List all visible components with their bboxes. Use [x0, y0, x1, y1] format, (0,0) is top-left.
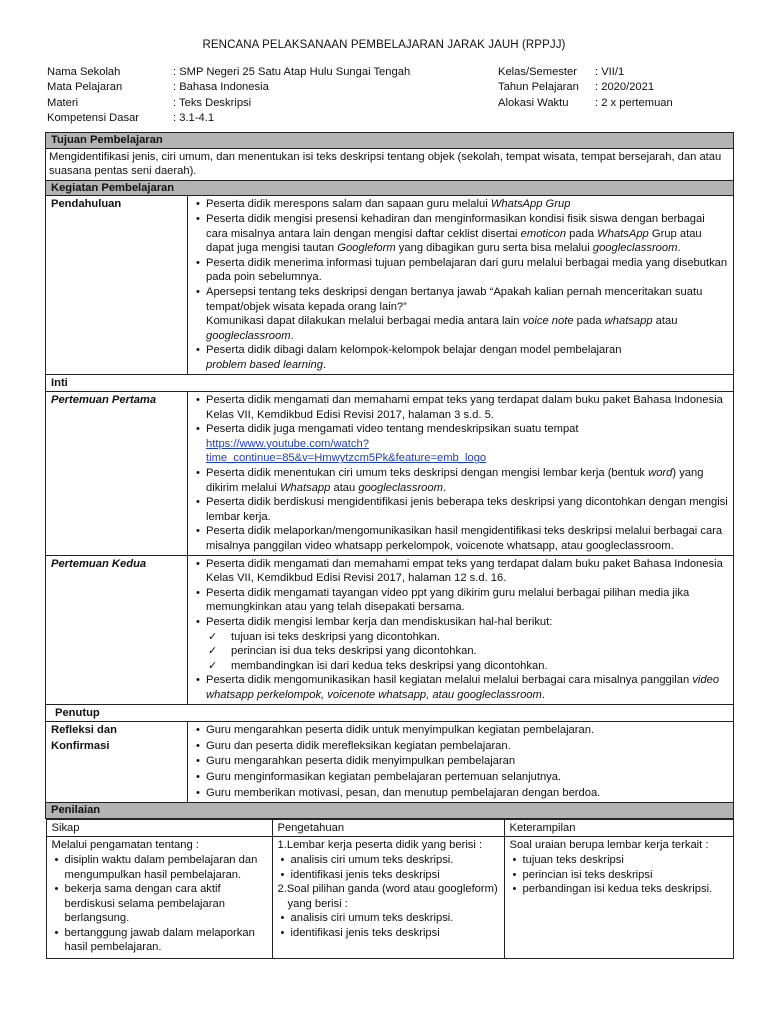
numbered-item	[278, 882, 500, 911]
meta-row	[47, 111, 747, 126]
refleksi-label-line2: Konfirmasi	[51, 739, 110, 752]
list-item	[206, 557, 729, 586]
penilaian-row	[46, 818, 734, 959]
numbered-item	[278, 838, 500, 853]
item-number: 1.	[277, 839, 287, 852]
text-run: Peserta didik mengisi presensi kehadiran dan menginformasikan kondisi fisik siswa dengan berbagai cara misalnya antara lain dengan mengisi daftar ceklist disertai	[206, 212, 705, 240]
keterampilan-cell	[504, 837, 733, 959]
keterampilan-list	[510, 853, 729, 897]
text-run: Peserta didik mengisi lembar kerja dan mendiskusikan hal-hal berikut:	[206, 616, 553, 628]
text-run: .	[290, 329, 294, 342]
list-item: • bertanggung jawab dalam melaporkan hasil pembelajaran.	[65, 926, 268, 955]
text-run: Peserta didik mengamati dan memahami empat teks yang terdapat dalam buku paket Bahasa Indonesia Kelas VII, Kemdikbud Edisi Revisi 2017, halaman 3 s.d. 5.	[206, 394, 723, 421]
checklist-item	[208, 630, 729, 645]
text-run: Peserta didik dibagi dalam kelompok-kelompok belajar dengan model pembelajaran	[206, 344, 622, 357]
italic-text: googleclassroom	[358, 481, 443, 494]
text-run: atau	[652, 315, 678, 328]
pertemuan-pertama-label: Pertemuan Pertama	[46, 392, 188, 556]
section-header-row	[46, 133, 734, 149]
text-run: Peserta didik mengomunikasikan hasil kegiatan melalui melalui berbagai cara misalnya panggilan	[206, 674, 693, 687]
column-header-keterampilan: Keterampilan	[504, 819, 733, 837]
italic-text: WhatsApp	[597, 227, 649, 240]
pertemuan-kedua-row	[46, 555, 734, 704]
pengetahuan-cell	[272, 837, 504, 959]
text-run: Peserta didik mengamati dan memahami empat teks yang terdapat dalam buku paket Bahasa Indonesia Kelas VII, Kemdikbud Edisi Revisi 2017, halaman 12 s.d. 16.	[206, 557, 723, 585]
keterampilan-intro: Soal uraian berupa lembar kerja terkait :	[509, 839, 709, 852]
checklist-text: tujuan isi teks deskripsi yang dicontohkan.	[231, 630, 440, 643]
pengetahuan-group	[278, 838, 500, 882]
meta-value-year: : 2020/2021	[595, 81, 655, 94]
list-item	[206, 393, 729, 422]
item-text: Lembar kerja peserta didik yang berisi :	[286, 839, 483, 852]
meta-value-material: : Teks Deskripsi	[173, 96, 252, 109]
section-header-row	[46, 803, 734, 819]
tujuan-row	[46, 148, 734, 180]
section-heading-kegiatan: Kegiatan Pembelajaran	[46, 180, 734, 196]
meta-label-school: Nama Sekolah	[47, 66, 121, 78]
list-item: • analisis ciri umum teks deskripsi.	[291, 911, 500, 926]
text-run: Peserta didik menerima informasi tujuan pembelajaran dari guru melalui berbagai media yang disebutkan pada poin sebelumnya.	[206, 256, 728, 284]
refleksi-label-line1: Refleksi dan	[51, 724, 117, 737]
meta-value-competency: : 3.1-4.1	[173, 111, 215, 124]
list-item: • perbandingan isi kedua teks deskripsi.	[523, 882, 729, 897]
penilaian-header-row	[46, 819, 733, 837]
text-run: pada	[573, 315, 605, 328]
pertemuan-pertama-list	[193, 393, 729, 554]
pertemuan-kedua-checklist	[193, 630, 729, 674]
video-link[interactable]: https://www.youtube.com/watch?	[206, 437, 369, 450]
list-item: • identifikasi jenis teks deskripsi	[291, 926, 500, 941]
pendahuluan-content	[188, 196, 734, 374]
document-title: RENCANA PELAKSANAAN PEMBELAJARAN JARAK JAUH (RPPJJ)	[202, 39, 566, 51]
italic-text: video whatsapp perkelompok, voicenote whatsapp, atau googleclassroom	[206, 674, 720, 701]
text-run: .	[322, 358, 327, 371]
penilaian-container	[46, 818, 734, 959]
penilaian-table	[46, 819, 734, 959]
list-item	[206, 466, 729, 495]
list-item	[206, 524, 729, 553]
check-icon: ✓	[208, 659, 218, 672]
pendahuluan-row	[46, 196, 734, 374]
list-item	[206, 422, 729, 466]
meta-value-class: : VII/1	[595, 66, 625, 78]
checklist-item	[208, 644, 729, 659]
checklist-text: perincian isi dua teks deskripsi yang dicontohkan.	[231, 645, 477, 658]
italic-text: Googleform	[337, 242, 396, 255]
section-heading-penilaian: Penilaian	[46, 803, 734, 819]
inti-row	[46, 374, 734, 392]
item-number: 2.	[277, 883, 287, 896]
text-run: Peserta didik menentukan ciri umum teks deskripsi dengan mengisi lembar kerja (bentuk	[206, 467, 649, 480]
list-item: • Guru mengarahkan peserta didik untuk menyimpulkan kegiatan pembelajaran.	[206, 723, 729, 739]
text-run: Apersepsi tentang teks deskripsi dengan bertanya jawab “Apakah kalian pernah menceritakan suatu tempat/objek wisata kepada orang lain?”	[206, 285, 703, 313]
item-text: Soal pilihan ganda (word atau googleform) yang berisi :	[286, 883, 498, 910]
column-header-pengetahuan: Pengetahuan	[272, 819, 504, 837]
meta-row	[47, 96, 747, 111]
sikap-intro: Melalui pengamatan tentang :	[51, 839, 199, 852]
list-item: • Guru memberikan motivasi, pesan, dan menutup pembelajaran dengan berdoa.	[206, 786, 729, 802]
tujuan-text: Mengidentifikasi jenis, ciri umum, dan menentukan isi teks deskripsi tentang objek (sekolah, tempat wisata, tempat bersejarah, dan atau suasana pentas seni daerah).	[46, 148, 734, 180]
meta-value-school: : SMP Negeri 25 Satu Atap Hulu Sungai Tengah	[173, 66, 411, 78]
list-item: • Guru dan peserta didik merefleksikan kegiatan pembelajaran.	[206, 739, 729, 755]
list-item	[206, 673, 729, 702]
italic-text: emoticon	[520, 227, 567, 240]
penutup-label: Penutup	[46, 704, 734, 722]
meta-label-class: Kelas/Semester	[498, 66, 577, 78]
italic-text: WhatsApp Grup	[490, 198, 571, 211]
list-item: • disiplin waktu dalam pembelajaran dan mengumpulkan hasil pembelajaran.	[65, 853, 268, 882]
meta-value-subject: : Bahasa Indonesia	[173, 81, 269, 94]
list-item	[206, 285, 729, 343]
text-run: .	[442, 481, 447, 494]
list-item	[206, 615, 729, 630]
italic-text: googleclassroom	[206, 329, 291, 342]
italic-text: problem based learning	[206, 358, 323, 371]
document-meta	[47, 65, 747, 126]
text-run: .	[541, 688, 545, 701]
sikap-cell	[46, 837, 272, 959]
list-item: • Guru menginformasikan kegiatan pembelajaran pertemuan selanjutnya.	[206, 770, 729, 786]
pendahuluan-label: Pendahuluan	[46, 196, 188, 374]
list-item: • Guru mengarahkan peserta didik menyimpulkan pembelajaran	[206, 754, 729, 770]
text-run: Peserta didik melaporkan/mengomunikasikan hasil mengidentifikasi teks deskripsi melalui berbagai cara misalnya panggilan video whatsapp perkelompok, voicenote whatsapp, atau googleclassroom.	[206, 525, 723, 553]
pengetahuan-group	[278, 882, 500, 940]
list-item	[206, 197, 729, 212]
list-item	[206, 495, 729, 524]
lesson-plan-table	[45, 132, 734, 959]
list-item: • tujuan teks deskripsi	[523, 853, 729, 868]
list-item	[206, 586, 729, 615]
inti-label: Inti	[46, 374, 734, 392]
list-item: • identifikasi jenis teks deskripsi	[291, 868, 500, 883]
pengetahuan-list	[278, 853, 500, 882]
pertemuan-kedua-label: Pertemuan Kedua	[46, 555, 188, 704]
section-heading-tujuan: Tujuan Pembelajaran	[46, 133, 734, 149]
refleksi-content	[188, 722, 734, 803]
column-header-sikap: Sikap	[46, 819, 272, 837]
text-run: Peserta didik mengamati tayangan video ppt yang dikirim guru melalui berbagai pilihan media jika memungkinkan atau yang telah disepakati bersama.	[206, 586, 690, 614]
text-run: pada	[566, 227, 598, 240]
pertemuan-pertama-content	[188, 392, 734, 556]
list-item: • perincian isi teks deskripsi	[523, 868, 729, 883]
meta-label-subject: Mata Pelajaran	[47, 81, 123, 94]
list-item	[206, 343, 729, 372]
refleksi-list	[193, 723, 729, 801]
refleksi-label	[46, 722, 188, 803]
checklist-text: membandingkan isi dari kedua teks deskripsi yang dicontohkan.	[231, 659, 548, 672]
list-item	[206, 212, 729, 256]
text-run: ) yang dikirim melalui	[206, 467, 704, 494]
section-header-row	[46, 180, 734, 196]
penutup-row	[46, 704, 734, 722]
pertemuan-pertama-row	[46, 392, 734, 556]
meta-value-time: : 2 x pertemuan	[595, 96, 673, 109]
pertemuan-kedua-content	[188, 555, 734, 704]
text-run: Peserta didik merespons salam dan sapaan guru melalui	[206, 198, 491, 211]
meta-row	[47, 65, 747, 80]
meta-label-year: Tahun Pelajaran	[498, 81, 579, 94]
list-item: • analisis ciri umum teks deskripsi.	[291, 853, 500, 868]
pertemuan-kedua-list-after	[193, 673, 729, 702]
italic-text: voice note	[522, 315, 574, 328]
list-item	[206, 256, 729, 285]
italic-text: googleclassroom	[592, 242, 678, 255]
text-run: Grup atau dapat juga mengisi tautan	[206, 227, 702, 255]
meta-row	[47, 80, 747, 95]
italic-text: word	[648, 467, 673, 480]
text-run: atau	[330, 481, 359, 494]
check-icon: ✓	[208, 630, 218, 643]
sikap-list	[52, 853, 268, 955]
meta-label-material: Materi	[47, 96, 79, 109]
meta-label-competency: Kompetensi Dasar	[47, 111, 140, 124]
meta-label-time: Alokasi Waktu	[498, 96, 569, 109]
text-run: Peserta didik juga mengamati video tentang mendeskripsikan suatu tempat	[206, 423, 579, 436]
video-link[interactable]: time_continue=85&v=Hmwytzcm5Pk&feature=emb_logo	[206, 452, 487, 465]
text-run: Komunikasi dapat dilakukan melalui berbagai media antara lain	[206, 315, 523, 328]
italic-text: whatsapp	[604, 315, 653, 328]
italic-text: Whatsapp	[279, 481, 331, 494]
text-run: Peserta didik berdiskusi mengidentifikasi jenis beberapa teks deskripsi yang dicontohkan dengan mengisi lembar kerja.	[206, 496, 728, 523]
refleksi-row	[46, 722, 734, 803]
text-run: .	[677, 242, 681, 255]
pertemuan-kedua-list	[193, 557, 729, 630]
list-item: • bekerja sama dengan cara aktif berdiskusi selama pembelajaran berlangsung.	[65, 882, 268, 926]
pengetahuan-list	[278, 911, 500, 940]
checklist-item	[208, 659, 729, 674]
check-icon: ✓	[208, 645, 218, 658]
penilaian-content-row	[46, 837, 733, 959]
text-run: yang dibagikan guru serta bisa melalui	[395, 242, 593, 255]
pendahuluan-list	[193, 197, 729, 372]
